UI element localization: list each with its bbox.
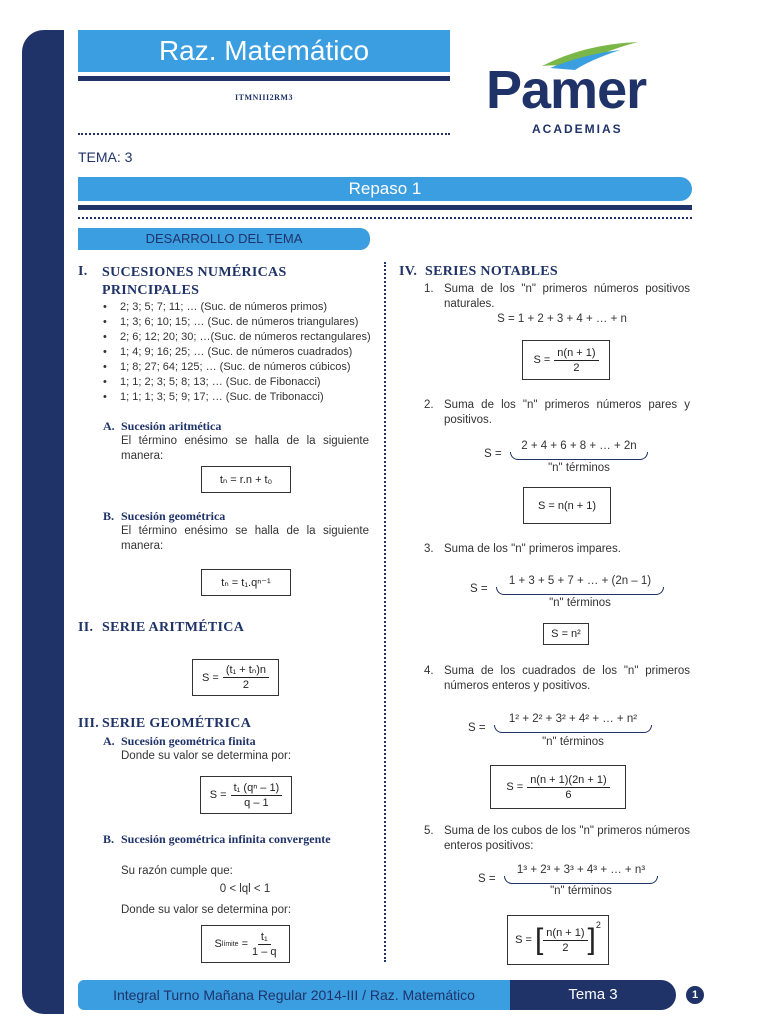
footer-tema: Tema 3 (510, 980, 676, 1010)
section-title: SERIE ARITMÉTICA (102, 620, 245, 635)
formula-subscript: límite (221, 940, 239, 948)
fraction (231, 781, 283, 810)
tema-label: TEMA: 3 (78, 149, 133, 165)
fraction (543, 926, 587, 955)
underbrace (510, 452, 648, 460)
formula-box (522, 340, 610, 380)
subsection-text: El término enésimo se halla de la siguiente manera: (121, 435, 369, 462)
subsection-letter: B. (103, 832, 115, 846)
section-2-heading (78, 620, 244, 636)
formula-lhs: S = (515, 934, 532, 946)
series-expression: S = 1 + 2 + 3 + 4 + … + n (497, 313, 627, 325)
formula-box: S = n² (543, 623, 589, 645)
section-1-heading (78, 264, 373, 300)
formula-lhs: S = (209, 789, 227, 801)
item-number: 5. (424, 825, 434, 837)
formula-lhs: S = (506, 781, 524, 793)
subsection-text: Donde su valor se determina por: (121, 904, 292, 916)
section-number: IV. (399, 264, 418, 279)
subsection-b-title (103, 509, 225, 524)
list-item: • 1; 4; 9; 16; 25; … (Suc. de números cuadrados) (100, 345, 375, 360)
underbrace (494, 725, 652, 733)
numerator: t₁ (qⁿ – 1) (231, 781, 283, 796)
item-text: Suma de los "n" primeros números pares y positivos. (444, 399, 690, 426)
list-item: • 2; 3; 5; 7; 11; … (Suc. de números primos) (100, 300, 375, 315)
exponent: 2 (595, 920, 601, 930)
section-4-heading (399, 264, 558, 280)
right-bracket: ] (587, 923, 596, 956)
item-text: Suma de los cuadrados de los "n" primeros números enteros y positivos. (444, 665, 690, 692)
title-underline (78, 76, 450, 81)
formula-lhs: S = (201, 671, 219, 684)
subsection-letter: B. (103, 509, 115, 523)
subsection-text: Donde su valor se determina por: (121, 750, 292, 762)
section-number: III. (78, 716, 100, 731)
item-text: Suma de los cubos de los "n" primeros números enteros positivos: (444, 825, 690, 852)
subsection-text: Su razón cumple que: (121, 865, 233, 877)
terms-label: "n" términos (548, 462, 610, 474)
denominator: 2 (573, 361, 580, 374)
list-item: • 2; 6; 12; 20; 30; …(Suc. de números rectangulares) (100, 330, 375, 345)
list-item (424, 282, 690, 312)
fraction (554, 346, 598, 375)
formula-lhs: S (214, 938, 222, 950)
section-3-heading (78, 716, 251, 732)
left-bracket: [ (534, 923, 544, 956)
formula-box: tₙ = r.n + t₀ (201, 466, 291, 493)
formula-box: tₙ = t₁.qⁿ⁻¹ (201, 569, 291, 596)
underbrace (504, 876, 658, 884)
subsection-label: Sucesión geométrica finita (121, 734, 256, 748)
convergence-condition: 0 < lql < 1 (219, 883, 271, 895)
formula-box (490, 765, 626, 809)
formula-box (507, 915, 609, 965)
terms-label: "n" términos (542, 736, 604, 748)
item-number: 4. (424, 665, 434, 677)
subsection-b-title (103, 832, 369, 847)
series-expression: 1 + 3 + 5 + 7 + … + (2n – 1) (508, 575, 652, 587)
banner-title: Repaso 1 (78, 177, 692, 201)
denominator: 2 (562, 941, 569, 954)
series-expression: 1³ + 2³ + 3³ + 4³ + … + n³ (516, 864, 646, 876)
page-number: 1 (686, 986, 704, 1004)
numerator: (t₁ + tₙ)n (223, 663, 269, 678)
footer-course: Integral Turno Mañana Regular 2014-III / Raz. Matemático (78, 980, 510, 1010)
list-item: • 1; 3; 6; 10; 15; … (Suc. de números triangulares) (100, 315, 375, 330)
subsection-letter: A. (103, 419, 115, 433)
list-item: • 1; 1; 1; 3; 5; 9; 17; … (Suc. de Tribonacci) (100, 390, 375, 405)
logo-subtitle: ACADEMIAS (532, 122, 623, 136)
item-number: 1. (424, 283, 434, 295)
denominator: 1 – q (252, 945, 277, 958)
list-item (424, 664, 690, 694)
item-text: Suma de los "n" primeros números positivos naturales. (444, 283, 690, 310)
terms-label: "n" términos (550, 885, 612, 897)
list-item (424, 398, 690, 428)
terms-label: "n" términos (549, 597, 611, 609)
numerator: n(n + 1) (543, 926, 587, 941)
section-number: II. (78, 620, 94, 635)
divider (78, 217, 692, 219)
underbrace (496, 587, 664, 595)
formula-box (201, 925, 290, 963)
denominator: q – 1 (244, 796, 269, 809)
denominator: 2 (242, 679, 249, 691)
formula-lhs: S = (533, 354, 551, 366)
numerator: n(n + 1)(2n + 1) (527, 773, 609, 788)
equals-sign: = (241, 938, 249, 950)
formula-box (200, 776, 292, 814)
formula-lhs: S = (468, 722, 486, 734)
logo-wordmark: Pamer (486, 60, 647, 120)
section-title: SERIE GEOMÉTRICA (102, 716, 252, 731)
list-item (424, 824, 690, 854)
list-item: • 1; 8; 27; 64; 125; … (Suc. de números cúbicos) (100, 360, 375, 375)
divider (78, 133, 450, 135)
series-expression: 2 + 4 + 6 + 8 + … + 2n (521, 440, 637, 452)
numerator: n(n + 1) (554, 346, 598, 361)
subsection-label: Sucesión aritmética (121, 419, 222, 433)
formula-box (192, 659, 279, 696)
subsection-label: Sucesión geométrica (121, 509, 226, 523)
formula-lhs: S = (470, 583, 488, 595)
subsection-letter: A. (103, 734, 115, 748)
page-title: Raz. Matemático (78, 30, 450, 72)
item-text: Suma de los "n" primeros impares. (444, 543, 621, 555)
denominator: 6 (565, 788, 572, 801)
fraction (223, 663, 269, 692)
banner-underline (78, 205, 692, 210)
section-title: SUCESIONES NUMÉRICAS PRINCIPALES (102, 265, 287, 298)
item-number: 3. (424, 543, 434, 555)
subsection-label: Sucesión geométrica infinita convergente (121, 832, 331, 846)
item-number: 2. (424, 399, 434, 411)
fraction (252, 930, 276, 959)
subsection-a-title (103, 734, 256, 749)
fraction (527, 773, 609, 802)
formula-box: S = n(n + 1) (523, 487, 611, 524)
series-expression: 1² + 2² + 3² + 4² + … + n² (508, 713, 638, 725)
subsection-a-title (103, 419, 221, 434)
formula-lhs: S = (478, 873, 496, 885)
section-number: I. (78, 264, 88, 279)
numerator: t₁ (258, 930, 271, 945)
formula-lhs: S = (484, 448, 502, 460)
list-item (424, 542, 690, 557)
list-item: • 1; 1; 2; 3; 5; 8; 13; … (Suc. de Fibonacci) (100, 375, 375, 390)
subsection-text: El término enésimo se halla de la siguiente manera: (121, 525, 369, 552)
column-divider (384, 262, 386, 962)
section-heading: DESARROLLO DEL TEMA (78, 228, 370, 250)
document-code: ITMNIII2RM3 (235, 93, 293, 102)
sequence-list (100, 300, 375, 405)
section-title: SERIES NOTABLES (425, 264, 559, 279)
left-sidebar-band (22, 30, 64, 1014)
